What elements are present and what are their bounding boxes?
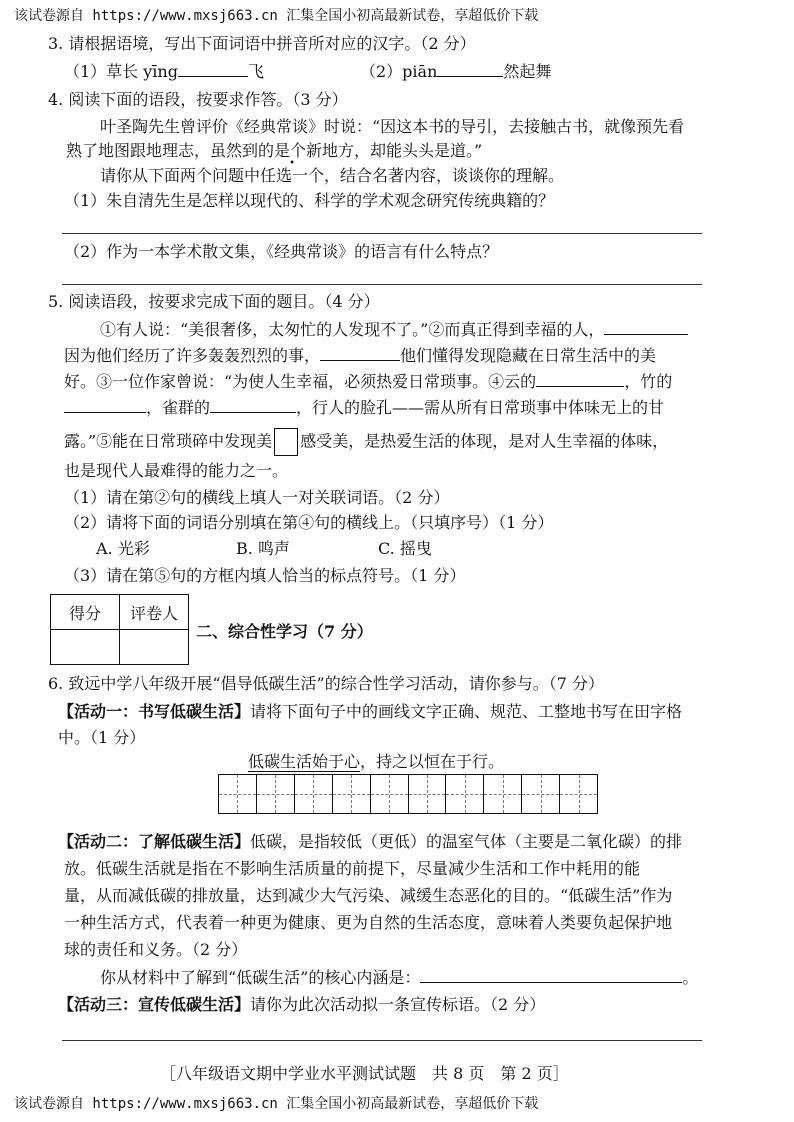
q5-line-2: 因为他们经历了许多轰轰烈烈的事， 他们懂得发现隐藏在日常生活中的美 <box>64 346 657 365</box>
q5-sub-2: （2）请将下面的词语分别填在第④句的横线上。（只填序号）（1 分） <box>64 513 554 532</box>
q5-blank-5[interactable] <box>210 398 296 413</box>
q5-line-4: ，雀群的 ，行人的脸孔——需从所有日常琐事中体味无上的甘 <box>64 398 664 418</box>
answer-line[interactable] <box>62 233 702 234</box>
q3-item-2: （2）piān 然起舞 <box>360 62 552 81</box>
activity-1-cont: 中。（1 分） <box>58 728 146 747</box>
underlined-text: 低碳生活始于心 <box>248 752 361 771</box>
grader-cell[interactable] <box>120 630 189 665</box>
q6-stem: 6. 致远中学八年级开展“倡导低碳生活”的综合性学习活动，请你参与。（7 分） <box>48 674 604 693</box>
grid-cell[interactable] <box>560 775 597 813</box>
q4-stem: 4. 阅读下面的语段，按要求作答。（3 分） <box>48 90 348 109</box>
source-header: 该试卷源自 https://www.mxsj663.cn 汇集全国小初高最新试卷，享超低价下载 <box>14 8 539 24</box>
score-cell[interactable] <box>51 630 120 665</box>
grid-cell[interactable] <box>295 775 333 813</box>
activity-1: 【活动一：书写低碳生活】请将下面句子中的画线文字正确、规范、工整地书写在田字格 <box>58 702 683 721</box>
q5-line-5: 露。”⑤能在日常琐碎中发现美 感受美，是热爱生活的体现，是对人生幸福的体味， <box>64 428 668 456</box>
activity-2-line-3: 量，从而减低碳的排放量，达到减少大气污染、减缓生态恶化的目的。“低碳生活”作为 <box>64 886 673 905</box>
q3-blank-2 <box>437 62 503 77</box>
q5-line-6: 也是现代人最难得的能力之一。 <box>64 461 289 480</box>
page-footer: ［八年级语文期中学业水平测试试题 共 8 页 第 2 页］ <box>160 1064 569 1083</box>
q3-stem: 3. 请根据语境，写出下面词语中拼音所对应的汉字。（2 分） <box>48 34 476 53</box>
score-header: 得分 <box>51 595 120 630</box>
q4-quote-1: 叶圣陶先生曾评价《经典常谈》时说：“因这本书的导引，去接触古书，就像预先看 <box>100 117 685 136</box>
grid-cell[interactable] <box>446 775 484 813</box>
activity-2-line-1: 【活动二：了解低碳生活】低碳，是指较低（更低）的温室气体（主要是二氧化碳）的排 <box>58 832 683 851</box>
slogan-answer-line[interactable] <box>62 1040 702 1041</box>
q5-line-3: 好。③一位作家曾说：“为使人生幸福，必须热爱日常琐事。④云的 ，竹的 <box>64 372 673 391</box>
option-a: A. 光彩 <box>96 539 150 558</box>
tianzige-grid[interactable] <box>218 774 598 814</box>
grid-cell[interactable] <box>333 775 371 813</box>
grid-cell[interactable] <box>219 775 257 813</box>
q5-stem: 5. 阅读语段，按要求完成下面的题目。（4 分） <box>48 292 380 311</box>
q3-item-1: （1）草长 yīng 飞 <box>64 62 264 81</box>
core-meaning-blank[interactable] <box>420 968 682 983</box>
q4-sub-1: （1）朱自清先生是怎样以现代的、科学的学术观念研究传统典籍的？ <box>64 191 555 210</box>
q5-line-1: ①有人说：“美很奢侈，太匆忙的人发现不了。”②而真正得到幸福的人， <box>100 320 688 340</box>
q3-blank-1 <box>178 62 248 77</box>
activity-2-question: 你从材料中了解到“低碳生活”的核心内涵是： 。 <box>100 968 699 987</box>
grid-cell[interactable] <box>522 775 560 813</box>
score-table <box>50 594 189 665</box>
q4-instruction: 请你从下面两个问题中任选一个，结合名著内容，谈谈你的理解。 <box>100 166 565 185</box>
activity-2-line-5: 球的责任和义务。（2 分） <box>64 940 248 959</box>
activity-2-line-4: 一种生活方式，代表着一种更为健康、更为自然的生活态度，意味着人类要负起保护地 <box>64 913 673 932</box>
option-b: B. 鸣声 <box>236 539 290 558</box>
grader-header: 评卷人 <box>120 595 189 630</box>
q5-sub-3: （3）请在第⑤句的方框内填人恰当的标点符号。（1 分） <box>64 566 466 585</box>
q5-blank-4[interactable] <box>64 398 146 413</box>
source-footer: 该试卷源自 https://www.mxsj663.cn 汇集全国小初高最新试卷，享超低价下载 <box>14 1096 539 1112</box>
emphasis-text: 任选一个 <box>260 166 325 185</box>
q5-blank-2[interactable] <box>320 346 400 361</box>
copy-sentence: 低碳生活始于心，持之以恒在于行。 <box>248 752 505 771</box>
q5-blank-3[interactable] <box>536 372 624 387</box>
section-title: 二、综合性学习（7 分） <box>196 622 373 641</box>
punctuation-box[interactable] <box>274 428 298 456</box>
grid-cell[interactable] <box>484 775 522 813</box>
q5-blank-1[interactable] <box>604 320 688 335</box>
q4-sub-2: （2）作为一本学术散文集，《经典常谈》的语言有什么特点？ <box>64 242 499 261</box>
q5-sub-1: （1）请在第②句的横线上填人一对关联词语。（2 分） <box>64 488 450 507</box>
q4-quote-2: 熟了地图跟地理志，虽然到的是个新地方，却能头头是道。” <box>66 141 483 160</box>
activity-2-line-2: 放。低碳生活就是指在不影响生活质量的前提下，尽量减少生活和工作中耗用的能 <box>64 859 641 878</box>
grid-cell[interactable] <box>371 775 409 813</box>
answer-line[interactable] <box>62 284 702 285</box>
activity-3: 【活动三：宣传低碳生活】请你为此次活动拟一条宣传标语。（2 分） <box>58 995 546 1014</box>
grid-cell[interactable] <box>257 775 295 813</box>
option-c: C. 摇曳 <box>378 539 432 558</box>
grid-cell[interactable] <box>409 775 447 813</box>
